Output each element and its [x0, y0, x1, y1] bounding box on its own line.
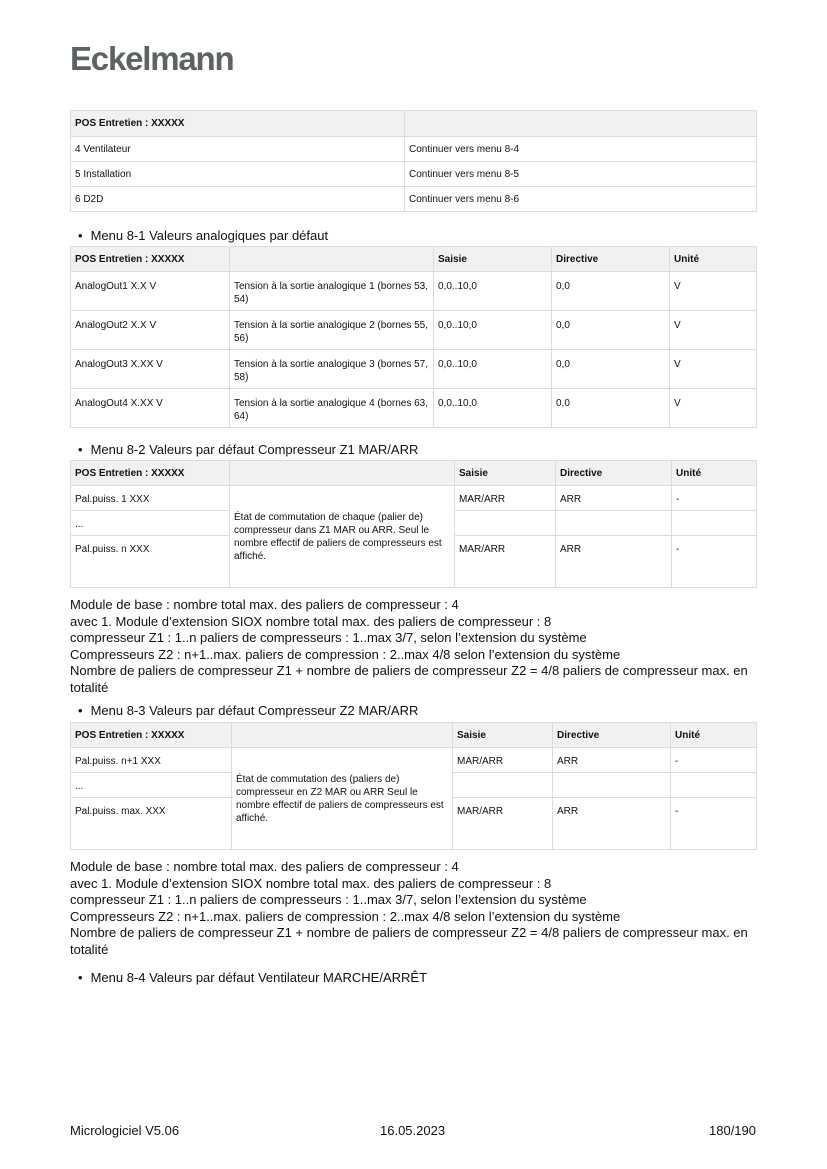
header-cell: Saisie [455, 461, 556, 486]
cell: 0,0..10,0 [434, 272, 552, 311]
cell: Tension à la sortie analogique 2 (bornes 55, 56) [230, 311, 434, 350]
cell [455, 511, 556, 536]
compressor-z2-table [70, 722, 757, 850]
cell: Continuer vers menu 8-5 [405, 162, 757, 187]
cell [671, 773, 757, 798]
table-row [71, 748, 757, 773]
company-logo: Eckelmann [70, 40, 234, 77]
cell: Tension à la sortie analogique 4 (bornes 63, 64) [230, 389, 434, 428]
cell: ARR [556, 486, 672, 511]
header-cell: Unité [670, 247, 757, 272]
note-line: avec 1. Module d’extension SIOX nombre total max. des paliers de compresseur : 8 [70, 613, 552, 629]
cell: ARR [556, 536, 672, 588]
table-header-row [71, 723, 757, 748]
header-cell [230, 247, 434, 272]
header-cell: Directive [556, 461, 672, 486]
cell [553, 773, 671, 798]
cell [672, 511, 757, 536]
cell: 0,0..10,0 [434, 389, 552, 428]
cell: 0,0 [552, 311, 670, 350]
table-header-row [71, 247, 757, 272]
note-line: avec 1. Module d’extension SIOX nombre total max. des paliers de compresseur : 8 [70, 875, 552, 891]
cell: Pal.puiss. max. XXX [71, 798, 232, 850]
table-row [71, 389, 757, 428]
cell: V [670, 311, 757, 350]
header-cell: POS Entretien : XXXXX [71, 247, 230, 272]
note-line: compresseur Z1 : 1..n paliers de compresseurs : 1..max 3/7, selon l’extension du système [70, 630, 587, 646]
section-8-1-title: • Menu 8-1 Valeurs analogiques par défaut [78, 228, 328, 243]
header-cell [230, 461, 455, 486]
notes-8-3 [70, 859, 760, 959]
note-line: Nombre de paliers de compresseur Z1 + nombre de paliers de compresseur Z2 = 4/8 paliers de compresseur max. en totalité [70, 663, 748, 695]
note-line: Compresseurs Z2 : n+1..max. paliers de compression : 2..max 4/8 selon l’extension du système [70, 646, 621, 662]
note-line: compresseur Z1 : 1..n paliers de compresseurs : 1..max 3/7, selon l’extension du système [70, 892, 587, 908]
cell: MAR/ARR [453, 798, 553, 850]
table-row [71, 272, 757, 311]
cell: - [671, 798, 757, 850]
menu-table [70, 110, 757, 212]
cell: 6 D2D [71, 187, 405, 212]
section-8-4-title: • Menu 8-4 Valeurs par défaut Ventilateur MARCHE/ARRÊT [78, 970, 427, 985]
cell: 5 Installation [71, 162, 405, 187]
section-8-3-title: • Menu 8-3 Valeurs par défaut Compresseur Z2 MAR/ARR [78, 703, 418, 718]
cell: 0,0..10,0 [434, 311, 552, 350]
table-row [71, 486, 757, 511]
header-cell: Directive [553, 723, 671, 748]
header-cell: Unité [671, 723, 757, 748]
cell: V [670, 389, 757, 428]
notes-8-2 [70, 597, 760, 697]
description-cell: État de commutation de chaque (palier de) compresseur dans Z1 MAR ou ARR. Seul le nombre effectif de paliers de compresseurs est affiché. [230, 486, 455, 588]
header-cell [232, 723, 453, 748]
cell: 0,0..10,0 [434, 350, 552, 389]
note-line: Module de base : nombre total max. des paliers de compresseur : 4 [70, 597, 459, 612]
header-cell: Saisie [453, 723, 553, 748]
cell [453, 773, 553, 798]
cell: 4 Ventilateur [71, 137, 405, 162]
cell: AnalogOut2 X.X V [71, 311, 230, 350]
table-header-row [71, 461, 757, 486]
table-row [71, 311, 757, 350]
cell: V [670, 350, 757, 389]
cell: ... [71, 511, 230, 536]
header-cell [405, 111, 757, 137]
cell: 0,0 [552, 350, 670, 389]
cell: Pal.puiss. n+1 XXX [71, 748, 232, 773]
cell: - [671, 748, 757, 773]
footer-firmware: Micrologiciel V5.06 [70, 1123, 180, 1138]
cell: AnalogOut1 X.X V [71, 272, 230, 311]
cell: Pal.puiss. 1 XXX [71, 486, 230, 511]
compressor-z1-table [70, 460, 757, 588]
header-cell: Saisie [434, 247, 552, 272]
cell: - [672, 536, 757, 588]
cell: MAR/ARR [453, 748, 553, 773]
note-line: Compresseurs Z2 : n+1..max. paliers de compression : 2..max 4/8 selon l’extension du système [70, 908, 621, 924]
cell: Tension à la sortie analogique 3 (bornes 57, 58) [230, 350, 434, 389]
cell: ARR [553, 798, 671, 850]
cell: 0,0 [552, 272, 670, 311]
analog-defaults-table [70, 246, 757, 428]
cell: MAR/ARR [455, 486, 556, 511]
header-cell: POS Entretien : XXXXX [71, 461, 230, 486]
cell: 0,0 [552, 389, 670, 428]
cell: MAR/ARR [455, 536, 556, 588]
table-row [71, 187, 757, 212]
section-8-2-title: • Menu 8-2 Valeurs par défaut Compresseur Z1 MAR/ARR [78, 442, 418, 457]
cell: V [670, 272, 757, 311]
cell: - [672, 486, 757, 511]
cell: ARR [553, 748, 671, 773]
footer-page-number: 180/190 [709, 1123, 756, 1138]
table-row [71, 350, 757, 389]
header-cell: POS Entretien : XXXXX [71, 723, 232, 748]
header-cell: Unité [672, 461, 757, 486]
cell: Pal.puiss. n XXX [71, 536, 230, 588]
cell: AnalogOut3 X.XX V [71, 350, 230, 389]
table-row [71, 137, 757, 162]
cell: Continuer vers menu 8-6 [405, 187, 757, 212]
footer-date: 16.05.2023 [380, 1123, 446, 1138]
cell: Tension à la sortie analogique 1 (bornes 53, 54) [230, 272, 434, 311]
cell: Continuer vers menu 8-4 [405, 137, 757, 162]
header-cell: Directive [552, 247, 670, 272]
note-line: Nombre de paliers de compresseur Z1 + nombre de paliers de compresseur Z2 = 4/8 paliers de compresseur max. en totalité [70, 925, 748, 957]
cell: AnalogOut4 X.XX V [71, 389, 230, 428]
table-header-row [71, 111, 757, 137]
header-cell: POS Entretien : XXXXX [71, 111, 405, 137]
cell [556, 511, 672, 536]
table-row [71, 162, 757, 187]
cell: ... [71, 773, 232, 798]
description-cell: État de commutation des (paliers de) compresseur en Z2 MAR ou ARR Seul le nombre effectif de paliers de compresseurs est affiché. [232, 748, 453, 850]
note-line: Module de base : nombre total max. des paliers de compresseur : 4 [70, 859, 459, 874]
